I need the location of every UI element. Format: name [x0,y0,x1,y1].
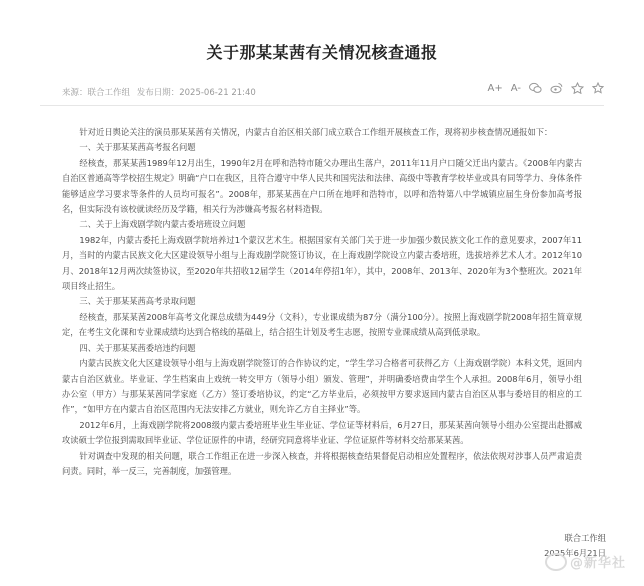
font-decrease-button[interactable]: A- [510,82,521,94]
favorite-icon[interactable] [592,82,604,94]
section-2-paragraph: 1982年，内蒙古委托上海戏剧学院培养过1个蒙汉艺术生。根据国家有关部门关于进一步加强少数民族文化工作的意见要求，2007年11月，当时的内蒙古民族文化大区建设领导小组与上海戏剧学院签订协议，在上海戏剧学院设立内蒙古委培班，选拔培养艺术人才。2012年10月、2018年12月两次续签协议，至2020年共招收12届学生（2014年停招1年），其中，2008年、2013年、2020年为3个整班次。2021年项目终止招生。 [62,234,582,292]
page-title: 关于那某某茜有关情况核查通报 [206,43,438,62]
article-body [62,125,582,479]
weibo-watermark-icon [545,553,567,571]
signature-org: 联合工作组 [564,533,606,543]
signature-date: 2025年6月21日 [544,548,606,558]
section-3-paragraph: 经核查，那某某茜2008年高考文化课总成绩为449分（文科），专业课成绩为87分（满分100分）。按照上海戏剧学院2008年招生简章规定，在考生文化课和专业课成绩均达到合格线的基础上，结合招生计划及考生志愿，按照专业课成绩从高到低录取。 [62,311,582,338]
section-4-paragraph-2: 2012年6月，上海戏剧学院将2008级内蒙古委培班毕业生毕业证、学位证等材料后，6月27日，那某某茜向领导小组办公室提出赴挪威攻读硕士学位报到需取回毕业证、学位证原件的申请，经研究同意将毕业证、学位证原件等材料交给那某某茜。 [62,419,582,446]
intro-paragraph: 针对近日舆论关注的演员那某某茜有关情况，内蒙古自治区相关部门成立联合工作组开展核查工作，现将初步核查情况通报如下： [79,127,553,137]
watermark-text: @新华社 [569,556,626,571]
article-source: 来源：联合工作组 [62,88,131,98]
header-divider [40,105,604,106]
section-4-paragraph-1: 内蒙古民族文化大区建设领导小组与上海戏剧学院签订的合作协议约定，“学生学习合格者可获得乙方（上海戏剧学院）本科文凭，返回内蒙古自治区就业。毕业证、学生档案由上戏统一转交甲方（领导小组）颁发、管理”，并明确委培费由学生个人承担。2008年6月，领导小组办公室（甲方）与那某某茜同学家庭（乙方）签订委培协议，约定“乙方毕业后，必须按甲方要求返回内蒙古自治区从事与委培目的相应的工作”，“如甲方在内蒙古自治区范围内无法安排乙方就业，则允许乙方自主择业”等。 [62,358,582,415]
font-increase-button[interactable]: A+ [487,82,503,94]
wechat-icon[interactable] [529,82,542,94]
qzone-icon[interactable] [571,82,584,94]
article-meta [62,86,260,98]
section-3-heading: 三、关于那某某茜高考录取问题 [79,296,196,307]
section-4-heading: 四、关于那某某茜委培违约问题 [79,342,196,353]
section-1-paragraph: 经核查，那某某茜1989年12月出生，1990年2月在呼和浩特市随父办理出生落户，2011年11月户口随父迁出内蒙古。《2008年内蒙古自治区普通高等学校招生规定》明确“户口在我区，且符合遵守中华人民共和国宪法和法律、高级中等教育学校毕业或具有同等学力、身体条件能够适应学习要求等条件的人员均可报名”。2008年，那某某茜在户口所在地呼和浩特市，以呼和浩特第八中学城镇应届生身份参加高考报名，但实际没有该校就读经历及学籍，相关行为涉嫌高考报名材料造假。 [62,157,582,215]
section-2-heading: 二、关于上海戏剧学院内蒙古委培班设立问题 [79,219,246,230]
section-1-heading: 一、关于那某某茜高考报名问题 [79,142,196,153]
closing-paragraph: 针对调查中发现的相关问题，联合工作组正在进一步深入核查，并将根据核查结果督促启动相应处置程序，依法依规对涉事人员严肃追责问责。同时，举一反三，完善制度，加强管理。 [62,450,582,476]
watermark [545,552,626,571]
article-publish-date: 发布日期：2025-06-21 21:40 [136,88,256,98]
article-toolbar [488,82,604,94]
weibo-icon[interactable] [550,82,563,94]
